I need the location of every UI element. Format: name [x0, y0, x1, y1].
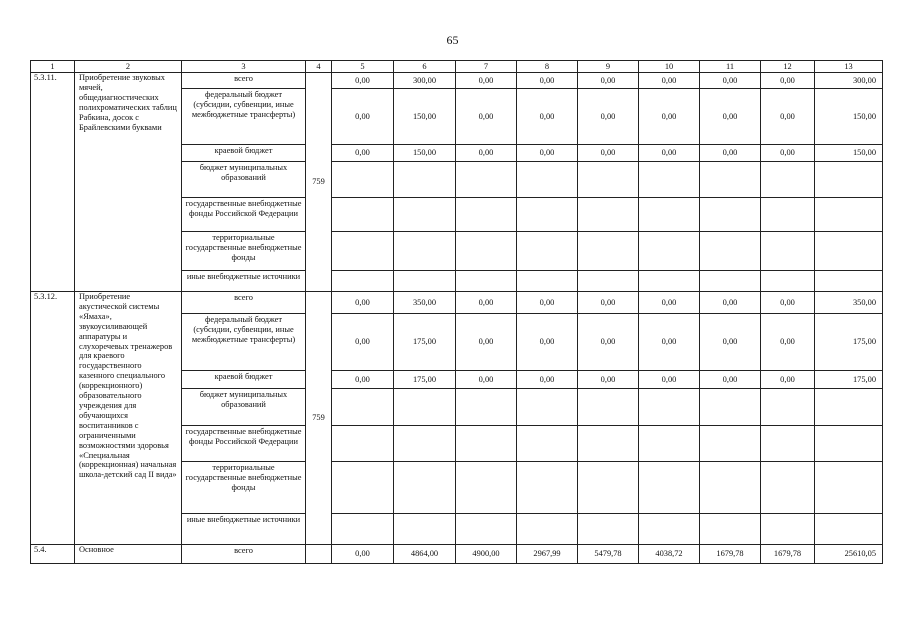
value-cell: 0,00: [700, 145, 761, 162]
value-cell: 150,00: [815, 145, 883, 162]
value-cell: [700, 162, 761, 198]
value-cell: [761, 389, 815, 426]
value-cell: 0,00: [456, 73, 517, 89]
value-cell: [815, 232, 883, 271]
value-cell: [639, 232, 700, 271]
value-cell: [639, 462, 700, 514]
value-cell: 0,00: [578, 314, 639, 371]
value-cell: 0,00: [517, 314, 578, 371]
value-cell: [578, 389, 639, 426]
value-cell: 300,00: [815, 73, 883, 89]
row-code: 5.3.11.: [31, 73, 75, 292]
value-cell: [517, 389, 578, 426]
value-cell: 0,00: [639, 314, 700, 371]
value-cell: 0,00: [639, 145, 700, 162]
value-cell: 0,00: [578, 371, 639, 389]
value-cell: [456, 198, 517, 232]
value-cell: [394, 426, 456, 462]
value-cell: 0,00: [332, 292, 394, 314]
column-header: 12: [761, 61, 815, 73]
value-cell: 0,00: [700, 292, 761, 314]
value-cell: 0,00: [578, 292, 639, 314]
column-header: 9: [578, 61, 639, 73]
value-cell: 0,00: [517, 89, 578, 145]
value-cell: [517, 162, 578, 198]
value-cell: 175,00: [394, 314, 456, 371]
value-cell: [456, 389, 517, 426]
budget-table: [30, 60, 883, 564]
value-cell: 0,00: [517, 145, 578, 162]
value-cell: [394, 389, 456, 426]
row-name: Приобретение акустической системы «Ямаха», звукоусиливающей аппаратуры и слухоречевых тренажеров для краевого государственного казенного специального (коррекционного) образовательного учреждения для обучающихся воспитанников с ограниченными возможностями здоровья «Специальная (коррекционная) начальная школа-детский сад II вида»: [75, 292, 182, 545]
value-cell: [578, 198, 639, 232]
value-cell: 175,00: [815, 371, 883, 389]
value-cell: 5479,78: [578, 545, 639, 564]
table-row: [31, 73, 883, 89]
value-cell: [332, 198, 394, 232]
column-header: 8: [517, 61, 578, 73]
value-cell: 0,00: [639, 89, 700, 145]
kbk-code: [306, 545, 332, 564]
value-cell: 300,00: [394, 73, 456, 89]
value-cell: 0,00: [578, 145, 639, 162]
funding-source: всего: [182, 292, 306, 314]
value-cell: [456, 232, 517, 271]
value-cell: 0,00: [456, 89, 517, 145]
funding-source: бюджет муниципальных образований: [182, 162, 306, 198]
value-cell: [394, 232, 456, 271]
value-cell: 1679,78: [761, 545, 815, 564]
value-cell: 0,00: [517, 371, 578, 389]
value-cell: [332, 232, 394, 271]
value-cell: 25610,05: [815, 545, 883, 564]
value-cell: 0,00: [332, 145, 394, 162]
value-cell: [815, 271, 883, 292]
value-cell: 2967,99: [517, 545, 578, 564]
funding-source: государственные внебюджетные фонды Российской Федерации: [182, 426, 306, 462]
value-cell: [456, 514, 517, 545]
value-cell: 0,00: [332, 314, 394, 371]
value-cell: [815, 389, 883, 426]
value-cell: 0,00: [578, 73, 639, 89]
value-cell: [761, 232, 815, 271]
column-header: 4: [306, 61, 332, 73]
value-cell: [815, 514, 883, 545]
value-cell: 4038,72: [639, 545, 700, 564]
kbk-code: 759: [306, 292, 332, 545]
value-cell: [517, 426, 578, 462]
value-cell: [639, 271, 700, 292]
value-cell: [394, 198, 456, 232]
value-cell: [700, 514, 761, 545]
value-cell: [639, 426, 700, 462]
value-cell: [394, 462, 456, 514]
value-cell: 0,00: [456, 292, 517, 314]
value-cell: [700, 232, 761, 271]
value-cell: [578, 426, 639, 462]
value-cell: [456, 426, 517, 462]
value-cell: 0,00: [517, 73, 578, 89]
value-cell: [700, 462, 761, 514]
value-cell: 0,00: [456, 314, 517, 371]
value-cell: [332, 162, 394, 198]
value-cell: [700, 389, 761, 426]
value-cell: 350,00: [394, 292, 456, 314]
value-cell: [761, 514, 815, 545]
value-cell: [517, 462, 578, 514]
value-cell: 1679,78: [700, 545, 761, 564]
column-header: 3: [182, 61, 306, 73]
value-cell: [517, 271, 578, 292]
kbk-code: 759: [306, 73, 332, 292]
value-cell: [578, 514, 639, 545]
row-code: 5.3.12.: [31, 292, 75, 545]
row-code: 5.4.: [31, 545, 75, 564]
value-cell: 0,00: [639, 73, 700, 89]
value-cell: [639, 389, 700, 426]
value-cell: [578, 232, 639, 271]
value-cell: [332, 389, 394, 426]
value-cell: 175,00: [815, 314, 883, 371]
value-cell: 150,00: [394, 145, 456, 162]
value-cell: [639, 162, 700, 198]
value-cell: [639, 198, 700, 232]
value-cell: 0,00: [761, 145, 815, 162]
value-cell: 0,00: [332, 371, 394, 389]
column-header: 6: [394, 61, 456, 73]
value-cell: [815, 462, 883, 514]
value-cell: [332, 271, 394, 292]
funding-source: всего: [182, 545, 306, 564]
table-row: [31, 545, 883, 564]
funding-source: иные внебюджетные источники: [182, 271, 306, 292]
value-cell: 0,00: [761, 73, 815, 89]
value-cell: [394, 271, 456, 292]
value-cell: [700, 271, 761, 292]
value-cell: [700, 426, 761, 462]
value-cell: [578, 271, 639, 292]
value-cell: 0,00: [517, 292, 578, 314]
table-row: [31, 292, 883, 314]
value-cell: 0,00: [700, 89, 761, 145]
page-number: 65: [446, 33, 459, 47]
value-cell: 0,00: [639, 292, 700, 314]
value-cell: 150,00: [394, 89, 456, 145]
value-cell: [517, 198, 578, 232]
value-cell: 4900,00: [456, 545, 517, 564]
column-header: 10: [639, 61, 700, 73]
funding-source: федеральный бюджет (субсидии, субвенции, иные межбюджетные трансферты): [182, 89, 306, 145]
funding-source: территориальные государственные внебюджетные фонды: [182, 462, 306, 514]
value-cell: 0,00: [456, 145, 517, 162]
funding-source: территориальные государственные внебюджетные фонды: [182, 232, 306, 271]
value-cell: [517, 232, 578, 271]
value-cell: [815, 426, 883, 462]
value-cell: 0,00: [700, 73, 761, 89]
value-cell: 4864,00: [394, 545, 456, 564]
value-cell: 0,00: [332, 89, 394, 145]
funding-source: федеральный бюджет (субсидии, субвенции, иные межбюджетные трансферты): [182, 314, 306, 371]
value-cell: [456, 462, 517, 514]
value-cell: [332, 514, 394, 545]
value-cell: [456, 162, 517, 198]
value-cell: 0,00: [639, 371, 700, 389]
value-cell: [394, 162, 456, 198]
row-name: Основное: [75, 545, 182, 564]
value-cell: [332, 462, 394, 514]
value-cell: [517, 514, 578, 545]
value-cell: 175,00: [394, 371, 456, 389]
value-cell: [394, 514, 456, 545]
value-cell: 0,00: [761, 371, 815, 389]
value-cell: [761, 462, 815, 514]
value-cell: [332, 426, 394, 462]
value-cell: 0,00: [456, 371, 517, 389]
funding-source: всего: [182, 73, 306, 89]
funding-source: иные внебюджетные источники: [182, 514, 306, 545]
column-header: 2: [75, 61, 182, 73]
value-cell: 0,00: [761, 292, 815, 314]
value-cell: 0,00: [700, 371, 761, 389]
value-cell: 0,00: [578, 89, 639, 145]
funding-source: государственные внебюджетные фонды Российской Федерации: [182, 198, 306, 232]
value-cell: 350,00: [815, 292, 883, 314]
column-header: 5: [332, 61, 394, 73]
value-cell: 0,00: [700, 314, 761, 371]
funding-source: бюджет муниципальных образований: [182, 389, 306, 426]
value-cell: [815, 198, 883, 232]
value-cell: [700, 198, 761, 232]
value-cell: [761, 162, 815, 198]
value-cell: [578, 462, 639, 514]
funding-source: краевой бюджет: [182, 145, 306, 162]
column-header: 13: [815, 61, 883, 73]
value-cell: [761, 198, 815, 232]
funding-source: краевой бюджет: [182, 371, 306, 389]
value-cell: 0,00: [761, 314, 815, 371]
column-header: 7: [456, 61, 517, 73]
column-header: 1: [31, 61, 75, 73]
value-cell: 0,00: [332, 73, 394, 89]
column-header: 11: [700, 61, 761, 73]
value-cell: 0,00: [761, 89, 815, 145]
value-cell: 0,00: [332, 545, 394, 564]
value-cell: [578, 162, 639, 198]
value-cell: [815, 162, 883, 198]
value-cell: [456, 271, 517, 292]
row-name: Приобретение звуковых мячей, общедиагностических полихроматических таблиц Рабкина, досок с Брайлевскими буквами: [75, 73, 182, 292]
header-row: [31, 61, 883, 73]
value-cell: [761, 426, 815, 462]
value-cell: [761, 271, 815, 292]
value-cell: 150,00: [815, 89, 883, 145]
value-cell: [639, 514, 700, 545]
